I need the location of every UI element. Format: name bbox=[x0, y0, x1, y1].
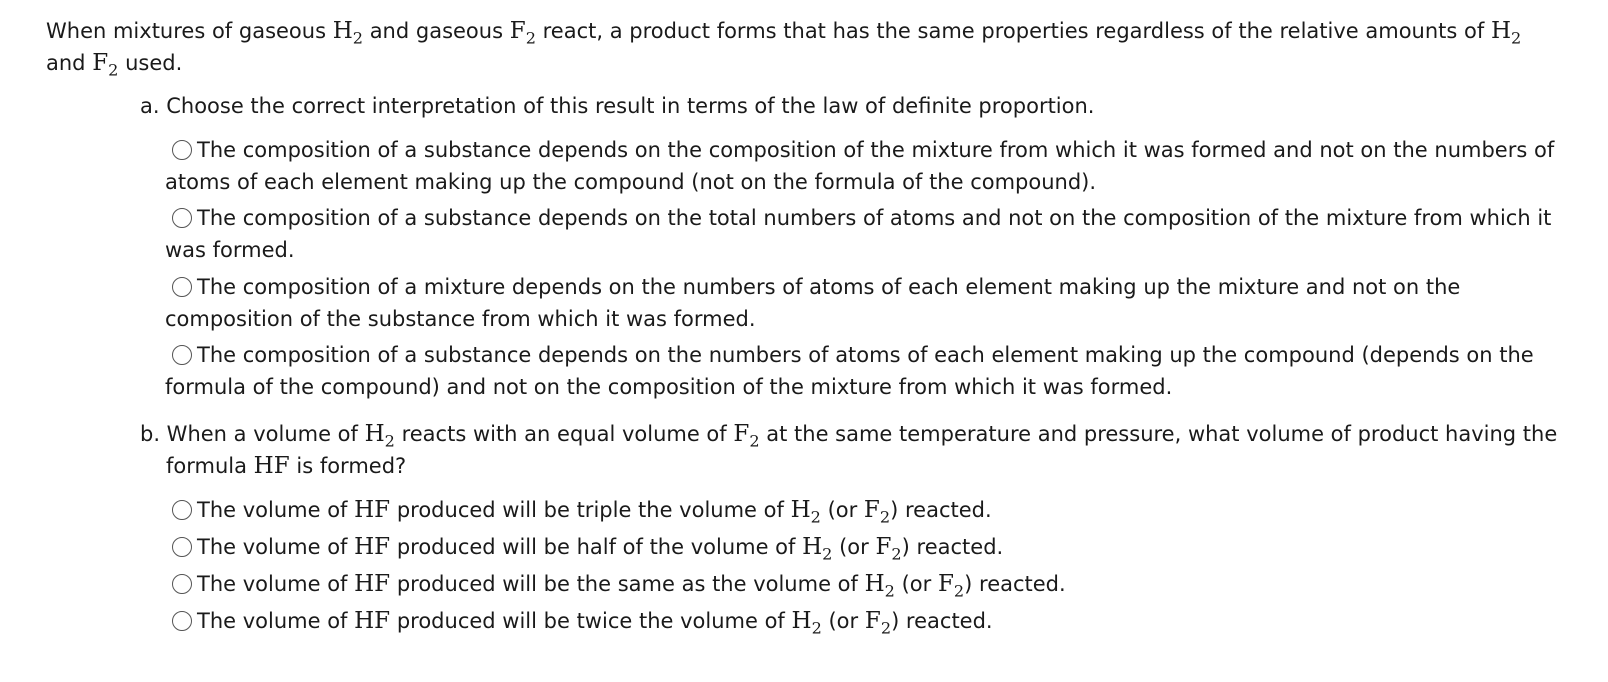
option-label: The volume of HF produced will be half of the volume of $H_2$ (or $F_2$) reacted. bbox=[197, 534, 1004, 564]
formula-f2: $F_2$ bbox=[733, 421, 760, 451]
formula-h2: $H_2$ bbox=[364, 421, 395, 451]
part-b-question: b. When a volume of $H_2$ reacts with an equal volume of $F_2$ at the same temperature and pressure, what volume of product having the formula HF is formed? bbox=[140, 421, 1558, 479]
radio-button-icon[interactable] bbox=[172, 345, 192, 365]
intro-text: and bbox=[46, 51, 93, 75]
intro-text: react, a product forms that has the same properties regardless of the relative amounts of bbox=[535, 19, 1491, 43]
option-label: The volume of HF produced will be the same as the volume of $H_2$ (or $F_2$) reacted. bbox=[197, 571, 1066, 601]
part-a-question: a. Choose the correct interpretation of this result in terms of the law of definite proportion. bbox=[140, 94, 1095, 118]
part-b-option-2[interactable] bbox=[165, 531, 1585, 563]
part-a-option-3[interactable] bbox=[165, 271, 1585, 335]
radio-button-icon[interactable] bbox=[172, 208, 192, 228]
option-label: The composition of a substance depends on the composition of the mixture from which it was formed and not on the numbers of atoms of each element making up the compound (not on the formula of the compound). bbox=[165, 138, 1555, 194]
formula-h2: $H_2$ bbox=[1490, 18, 1522, 48]
radio-button-icon[interactable] bbox=[172, 140, 192, 160]
formula-hf: HF bbox=[253, 453, 290, 479]
radio-button-icon[interactable] bbox=[172, 611, 192, 631]
intro-text: When mixtures of gaseous bbox=[46, 19, 333, 43]
formula-h2: $H_2$ bbox=[332, 18, 364, 48]
part-a-option-2[interactable] bbox=[165, 202, 1585, 266]
part-b-option-4[interactable] bbox=[165, 605, 1585, 637]
intro-text: used. bbox=[118, 51, 183, 75]
option-label: The composition of a mixture depends on the numbers of atoms of each element making up the mixture and not on the composition of the substance from which it was formed. bbox=[165, 275, 1461, 331]
option-label: The volume of HF produced will be triple the volume of $H_2$ (or $F_2$) reacted. bbox=[197, 497, 992, 527]
question-intro bbox=[46, 15, 1576, 79]
option-label: The volume of HF produced will be twice the volume of $H_2$ (or $F_2$) reacted. bbox=[197, 608, 993, 638]
part-b-option-3[interactable] bbox=[165, 568, 1585, 600]
part-a-option-4[interactable] bbox=[165, 339, 1585, 403]
radio-button-icon[interactable] bbox=[172, 277, 192, 297]
formula-f2: $F_2$ bbox=[509, 18, 536, 48]
part-a-option-1[interactable] bbox=[165, 134, 1585, 198]
option-label: The composition of a substance depends on the numbers of atoms of each element making up the compound (depends on the formula of the compound) and not on the composition of the mixture from which it was formed. bbox=[165, 343, 1534, 399]
formula-f2: $F_2$ bbox=[92, 50, 119, 80]
option-label: The composition of a substance depends on the total numbers of atoms and not on the composition of the mixture from which it was formed. bbox=[165, 206, 1552, 262]
part-b-option-1[interactable] bbox=[165, 494, 1585, 526]
radio-button-icon[interactable] bbox=[172, 574, 192, 594]
radio-button-icon[interactable] bbox=[172, 537, 192, 557]
radio-button-icon[interactable] bbox=[172, 500, 192, 520]
intro-text: and gaseous bbox=[363, 19, 510, 43]
